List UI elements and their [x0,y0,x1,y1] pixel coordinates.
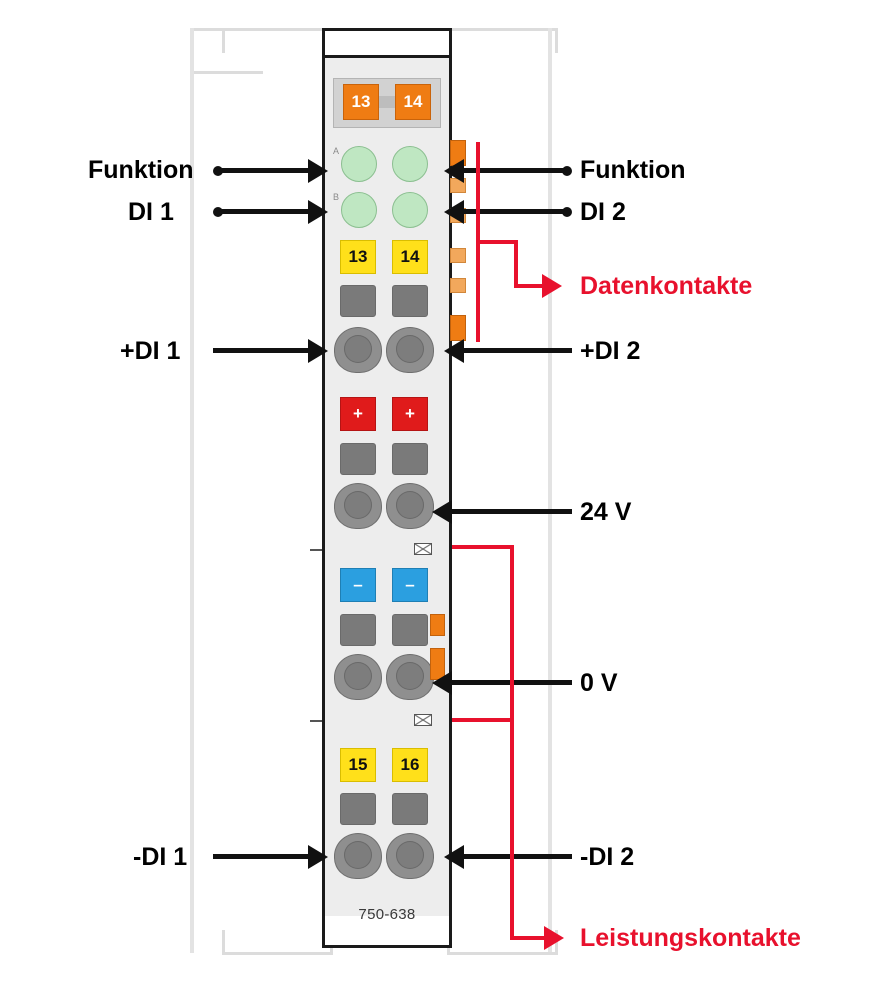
datenkontakte-line-horizontal-1 [476,240,518,244]
leistungskontakte-line-vertical [510,545,514,940]
din-rail-bracket-top-right [447,28,558,53]
din-rail-bracket-bottom-left [222,930,333,955]
wire-entry-left-4 [340,793,376,825]
led-a-left [341,146,377,182]
power-jumper-marker-upper [414,543,432,555]
terminal-plus-right[interactable]: + [392,397,428,431]
wire-entry-right-4 [392,793,428,825]
separator-tick-lower [310,720,322,722]
arrow-head-di1 [308,200,328,224]
label-0v: 0 V [580,669,618,697]
arrow-head-minus-di2 [444,845,464,869]
terminal-yellow-16[interactable]: 16 [392,748,428,782]
terminal-yellow-13[interactable]: 13 [340,240,376,274]
terminal-yellow-15[interactable]: 15 [340,748,376,782]
separator-tick-upper [310,549,322,551]
label-funktion-left: Funktion [88,156,194,184]
wire-entry-right-2 [392,443,428,475]
arrow-line-di1 [222,209,310,214]
wire-entry-right-3 [392,614,428,646]
cage-clamp-plus-di1[interactable] [334,327,382,373]
label-plus-di1: +DI 1 [120,337,181,365]
cage-clamp-24v-left[interactable] [334,483,382,529]
data-contact-fin-6 [450,315,466,341]
terminal-yellow-14[interactable]: 14 [392,240,428,274]
din-rail-bracket-bottom-right [447,930,558,955]
datenkontakte-line-vertical-2 [514,240,518,286]
led-b-left [341,192,377,228]
terminal-top-13[interactable]: 13 [343,84,379,120]
arrow-line-24v [452,509,572,514]
power-jumper-marker-lower [414,714,432,726]
label-24v: 24 V [580,498,632,526]
arrow-head-minus-di1 [308,845,328,869]
leistungskontakte-arrow-head [544,926,564,950]
led-a-right [392,146,428,182]
terminal-top-14[interactable]: 14 [395,84,431,120]
arrow-line-plus-di1 [213,348,310,353]
arrow-head-plus-di1 [308,339,328,363]
wire-entry-left-3 [340,614,376,646]
label-plus-di2: +DI 2 [580,337,641,365]
module-top-cap [322,28,452,58]
led-row-a-letter: A [333,146,340,156]
cage-clamp-minus-di2[interactable] [386,833,434,879]
din-rail-bracket-top-left-inner [222,28,333,53]
arrow-line-minus-di1 [213,854,310,859]
cage-clamp-0v-right[interactable] [386,654,434,700]
terminal-minus-right[interactable]: – [392,568,428,602]
datenkontakte-line-horizontal-2 [514,284,544,288]
terminal-plus-left[interactable]: + [340,397,376,431]
terminal-minus-left[interactable]: – [340,568,376,602]
arrow-line-minus-di2 [464,854,572,859]
leistungskontakte-line-bottom [510,936,546,940]
cage-clamp-plus-di2[interactable] [386,327,434,373]
arrow-head-funktion-right [444,159,464,183]
data-contact-fin-5 [450,278,466,293]
label-di2: DI 2 [580,198,626,226]
arrow-head-funktion-left [308,159,328,183]
arrow-head-0v [432,671,452,695]
label-funktion-right: Funktion [580,156,686,184]
leistungskontakte-line-branch [452,718,514,722]
arrow-head-di2 [444,200,464,224]
arrow-line-funktion-left [222,168,310,173]
led-b-right [392,192,428,228]
arrow-head-plus-di2 [444,339,464,363]
cage-clamp-24v-right[interactable] [386,483,434,529]
power-contact-fin [430,614,445,636]
wire-entry-left-2 [340,443,376,475]
datenkontakte-arrow-head [542,274,562,298]
cage-clamp-minus-di1[interactable] [334,833,382,879]
top-frame-bridge [379,96,395,108]
label-minus-di2: -DI 2 [580,843,635,871]
data-contact-fin-4 [450,248,466,263]
label-minus-di1: -DI 1 [133,843,188,871]
wire-entry-right-1 [392,285,428,317]
arrow-line-plus-di2 [464,348,572,353]
din-rail-vertical-right [548,28,552,953]
arrow-head-24v [432,500,452,524]
label-datenkontakte: Datenkontakte [580,272,753,300]
label-di1: DI 1 [128,198,174,226]
module-part-number: 750-638 [358,906,416,923]
label-leistungskontakte: Leistungskontakte [580,924,801,952]
led-row-b-letter: B [333,192,340,202]
wire-entry-left-1 [340,285,376,317]
leistungskontakte-line-top [452,545,514,549]
cage-clamp-0v-left[interactable] [334,654,382,700]
